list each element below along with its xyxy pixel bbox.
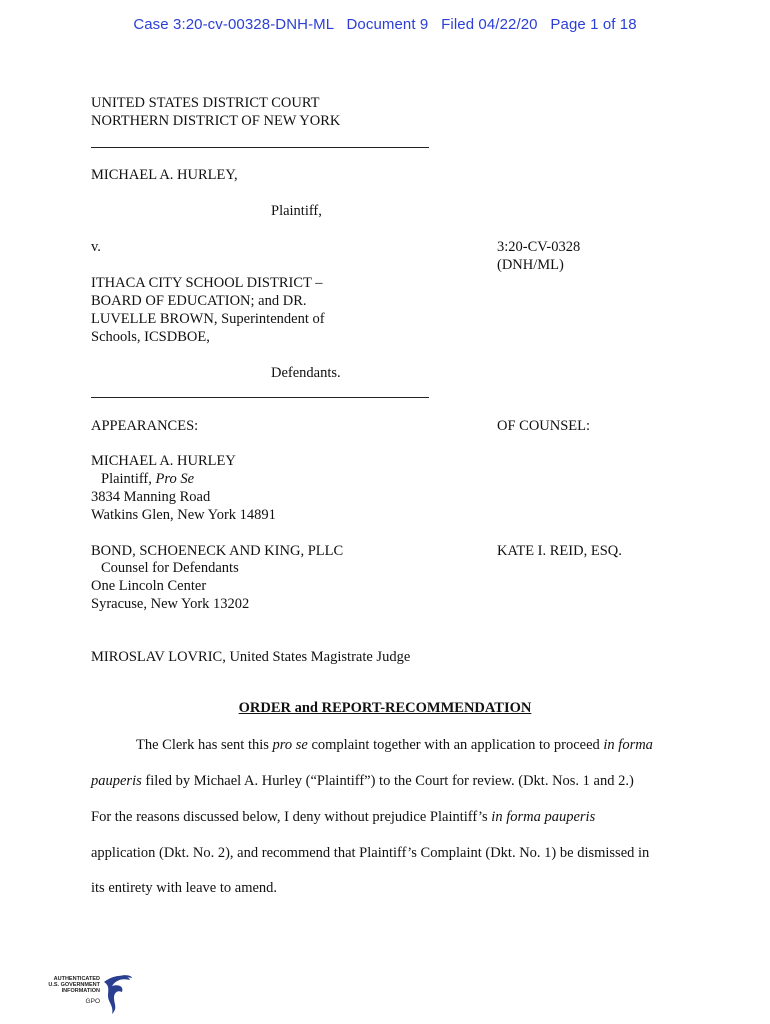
gpo-authentication-logo xyxy=(44,972,134,1016)
defendant-line-2: BOARD OF EDUCATION; and DR. xyxy=(91,293,307,309)
body-line-1-a: The Clerk has sent this xyxy=(136,737,273,753)
gpo-logo-line3: INFORMATION xyxy=(61,988,100,994)
defendant-line-4: Schools, ICSDBOE, xyxy=(91,329,210,345)
body-line-3 xyxy=(91,809,595,826)
body-line-5: its entirety with leave to amend. xyxy=(91,880,278,896)
defense-role: Counsel for Defendants xyxy=(101,560,239,576)
case-number-line1: 3:20-CV-0328 xyxy=(497,239,581,255)
case-header-stamp: Case 3:20-cv-00328-DNH-ML Document 9 Filed 04/22/20 Page 1 of 18 xyxy=(133,16,637,33)
body-line-1-c: complaint together with an application to proceed xyxy=(307,737,604,753)
plaintiff-appearance-role xyxy=(91,470,194,488)
judge-line: MIROSLAV LOVRIC, United States Magistrate Judge xyxy=(91,649,411,665)
defense-of-counsel: KATE I. REID, ESQ. xyxy=(497,543,622,559)
pro-se-italic: Pro Se xyxy=(155,471,195,487)
defense-firm-name: BOND, SCHOENECK AND KING, PLLC xyxy=(91,543,344,559)
body-line-1-b: pro se xyxy=(272,737,308,753)
plaintiff-appearance-name: MICHAEL A. HURLEY xyxy=(91,453,236,469)
defense-address-line2: Syracuse, New York 13202 xyxy=(91,596,250,612)
plaintiff-address-line1: 3834 Manning Road xyxy=(91,489,211,505)
caption-rule-top xyxy=(91,147,429,148)
gpo-logo-text xyxy=(44,976,100,994)
court-name-line1: UNITED STATES DISTRICT COURT xyxy=(91,95,320,111)
eagle-icon xyxy=(100,972,134,1016)
defendant-line-3: LUVELLE BROWN, Superintendent of xyxy=(91,311,325,327)
order-title: ORDER and REPORT-RECOMMENDATION xyxy=(238,700,532,716)
body-line-3-b: in forma pauperis xyxy=(491,809,596,825)
gpo-logo-line2: U.S. GOVERNMENT xyxy=(48,982,100,988)
plaintiff-role: Plaintiff, xyxy=(271,203,322,219)
plaintiff-address-line2: Watkins Glen, New York 14891 xyxy=(91,507,276,523)
gpo-logo-line1: AUTHENTICATED xyxy=(53,976,100,982)
body-line-2-b: filed by Michael A. Hurley (“Plaintiff”) to the Court for review. (Dkt. Nos. 1 and 2.) xyxy=(141,773,634,789)
of-counsel-heading: OF COUNSEL: xyxy=(497,418,591,434)
plaintiff-role-prefix: Plaintiff, xyxy=(101,471,156,487)
case-number-line2: (DNH/ML) xyxy=(497,257,564,273)
defendant-line-1: ITHACA CITY SCHOOL DISTRICT – xyxy=(91,275,323,291)
body-line-4: application (Dkt. No. 2), and recommend that Plaintiff’s Complaint (Dkt. No. 1) be dismissed in xyxy=(91,845,650,861)
gpo-logo-mark: GPO xyxy=(85,998,100,1005)
body-line-1-d: in forma xyxy=(603,737,653,753)
court-name-line2: NORTHERN DISTRICT OF NEW YORK xyxy=(91,113,341,129)
plaintiff-name: MICHAEL A. HURLEY, xyxy=(91,167,238,183)
defendant-role: Defendants. xyxy=(271,365,341,381)
body-line-2-a: pauperis xyxy=(91,773,142,789)
defense-address-line1: One Lincoln Center xyxy=(91,578,207,594)
body-line-2 xyxy=(91,773,634,790)
body-line-1 xyxy=(136,737,653,754)
body-line-3-a: For the reasons discussed below, I deny without prejudice Plaintiff’s xyxy=(91,809,492,825)
versus: v. xyxy=(91,239,101,255)
appearances-heading: APPEARANCES: xyxy=(91,418,199,434)
caption-rule-bottom xyxy=(91,397,429,398)
